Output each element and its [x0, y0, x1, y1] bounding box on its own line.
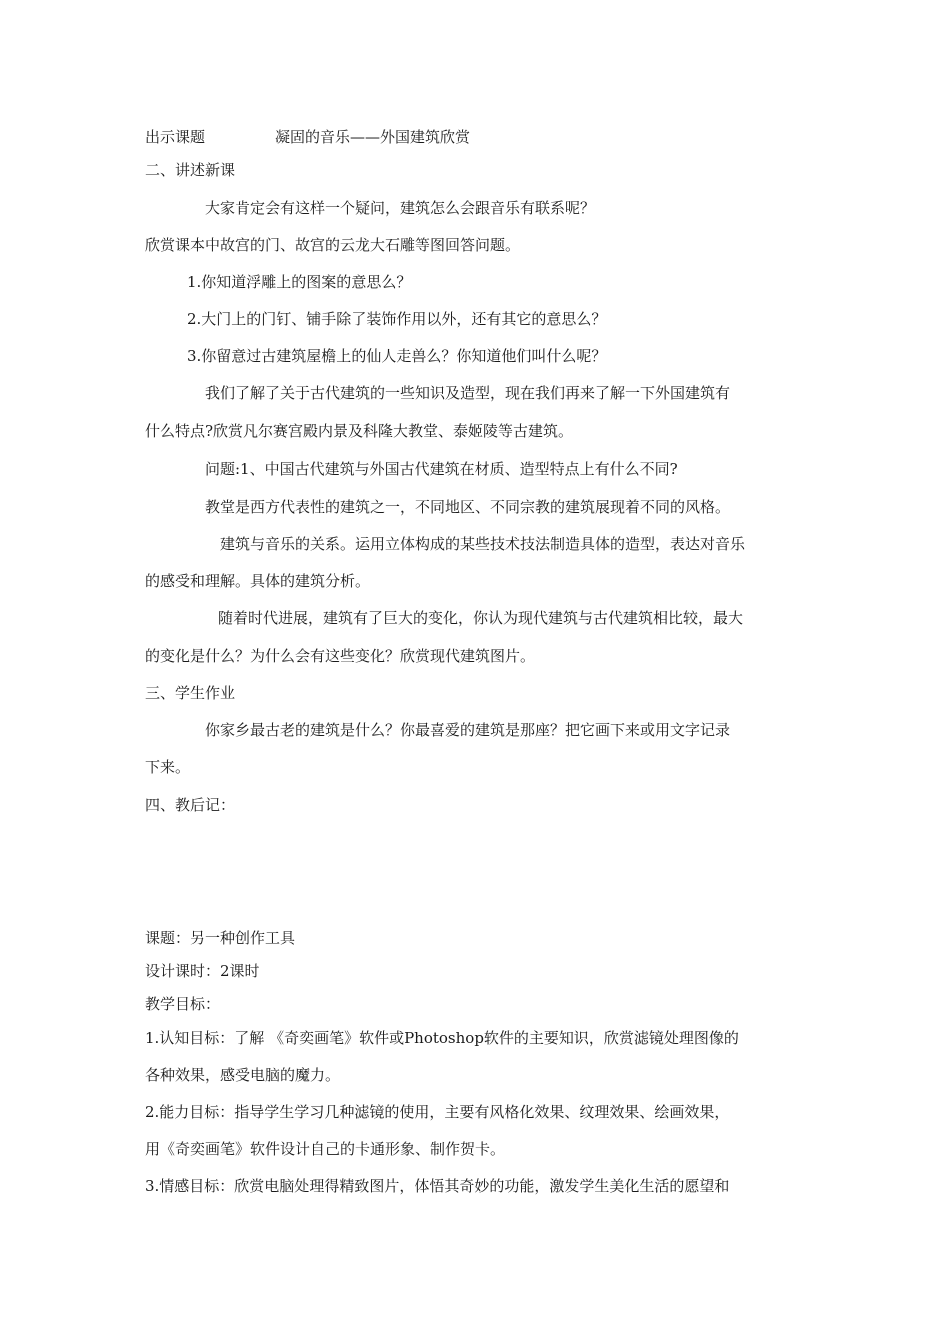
lesson-topic-line: [145, 127, 470, 147]
lesson-title: 课题：另一种创作工具: [145, 929, 296, 947]
paragraph-line: 的感受和理解。具体的建筑分析。: [145, 572, 371, 590]
paragraph-line: 下来。: [145, 758, 191, 776]
question-item-3: 3.你留意过古建筑屋檐上的仙人走兽么？你知道他们叫什么呢？: [187, 347, 607, 365]
paragraph-line: 我们了解了关于古代建筑的一些知识及造型，现在我们再来了解一下外国建筑有: [205, 384, 731, 402]
paragraph-line: 教堂是西方代表性的建筑之一，不同地区、不同宗教的建筑展现着不同的风格。: [205, 498, 731, 516]
paragraph-line: 问题:1、中国古代建筑与外国古代建筑在材质、造型特点上有什么不同?: [205, 460, 678, 478]
objective-line: 2.能力目标：指导学生学习几种滤镜的使用，主要有风格化效果、纹理效果、绘画效果，: [145, 1103, 730, 1121]
objective-line: 1.认知目标：了解 《奇奕画笔》软件或Photoshop软件的主要知识，欣赏滤镜处理图像的: [145, 1029, 739, 1047]
question-item-1: 1.你知道浮雕上的图案的意思么？: [187, 273, 412, 291]
paragraph-line: 建筑与音乐的关系。运用立体构成的某些技术技法制造具体的造型，表达对音乐: [220, 535, 746, 553]
paragraph-line: 随着时代进展，建筑有了巨大的变化，你认为现代建筑与古代建筑相比较，最大: [218, 609, 744, 627]
paragraph-line: 你家乡最古老的建筑是什么？你最喜爱的建筑是那座？把它画下来或用文字记录: [205, 721, 731, 739]
paragraph-line: 的变化是什么？为什么会有这些变化？欣赏现代建筑图片。: [145, 647, 536, 665]
section-heading-3: 三、学生作业: [145, 684, 236, 702]
paragraph-line: 欣赏课本中故宫的门、故宫的云龙大石雕等图回答问题。: [145, 236, 521, 254]
objective-line: 用《奇奕画笔》软件设计自己的卡通形象、制作贺卡。: [145, 1140, 506, 1158]
objectives-heading: 教学目标：: [145, 995, 221, 1013]
section-heading-4: 四、教后记：: [145, 796, 236, 814]
topic-title: 凝固的音乐——外国建筑欣赏: [275, 128, 471, 146]
topic-label: 出示课题: [145, 128, 206, 146]
question-item-2: 2.大门上的门钉、铺手除了装饰作用以外，还有其它的意思么？: [187, 310, 607, 328]
paragraph-line: 大家肯定会有这样一个疑问，建筑怎么会跟音乐有联系呢？: [205, 199, 596, 217]
lesson-hours: 设计课时：2课时: [145, 962, 260, 980]
section-heading-2: 二、讲述新课: [145, 161, 236, 179]
objective-line: 各种效果，感受电脑的魔力。: [145, 1066, 341, 1084]
objective-line: 3.情感目标：欣赏电脑处理得精致图片，体悟其奇妙的功能，激发学生美化生活的愿望和: [145, 1177, 730, 1195]
paragraph-line: 什么特点?欣赏凡尔赛宫殿内景及科隆大教堂、泰姬陵等古建筑。: [145, 422, 574, 440]
